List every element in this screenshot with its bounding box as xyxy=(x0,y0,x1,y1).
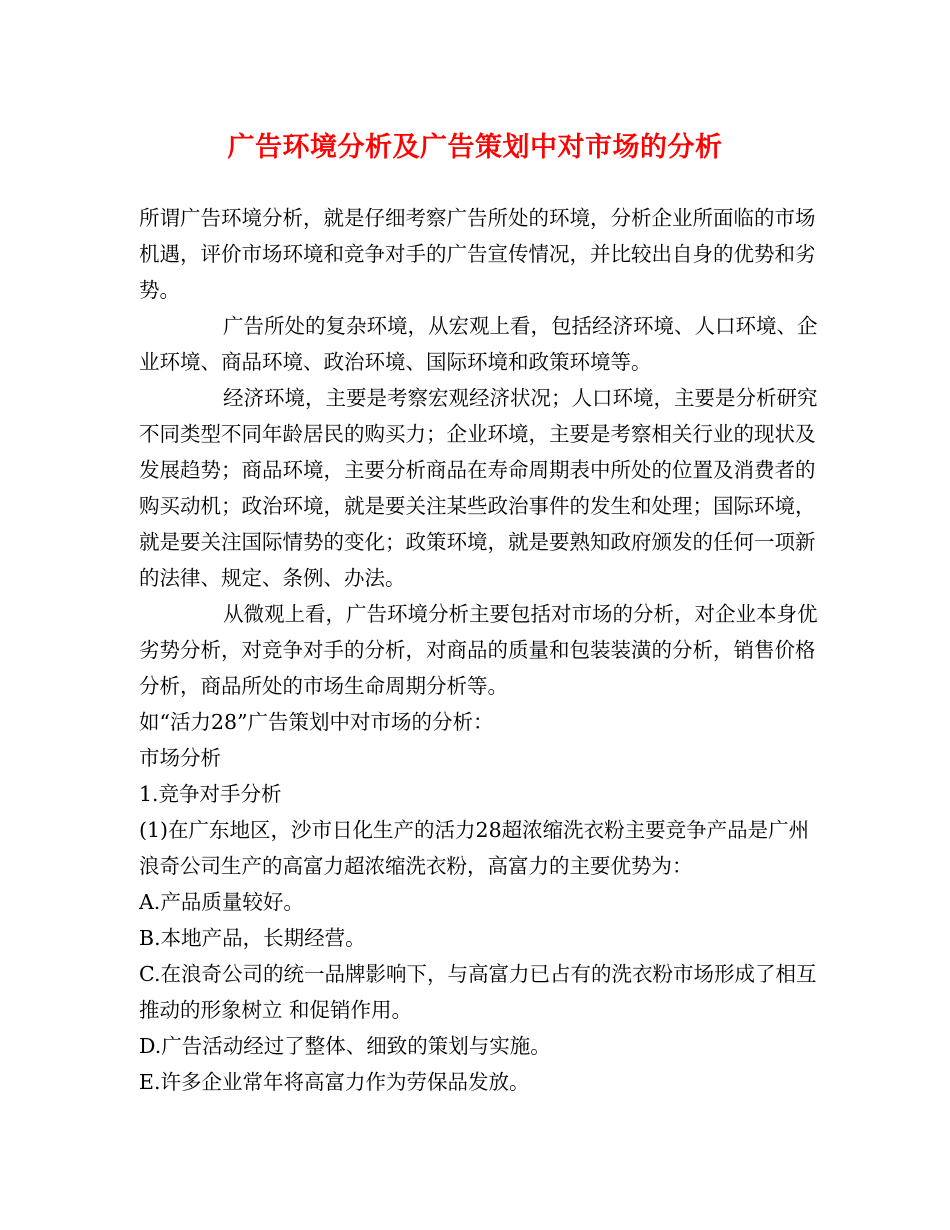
paragraph: 所谓广告环境分析，就是仔细考察广告所处的环境，分析企业所面临的市场机遇，评价市场环境和竞争对手的广告宣传情况，并比较出自身的优势和劣势。 xyxy=(139,206,816,302)
subsection-heading: 1.竞争对手分析 xyxy=(139,782,282,806)
list-item: E.许多企业常年将高富力作为劳保品发放。 xyxy=(139,1070,530,1094)
list-item: B.本地产品，长期经营。 xyxy=(139,926,366,950)
paragraph: 从微观上看，广告环境分析主要包括对市场的分析，对企业本身优劣势分析，对竞争对手的分析，对商品的质量和包装装潢的分析，销售价格分析，商品所处的市场生命周期分析等。 xyxy=(139,602,818,698)
list-item: C.在浪奇公司的统一品牌影响下，与高富力已占有的洗衣粉市场形成了相互推动的形象树立 和促销作用。 xyxy=(139,962,817,1022)
page-title: 广告环境分析及广告策划中对市场的分析 xyxy=(227,132,723,163)
document-body xyxy=(139,200,819,1100)
section-heading: 市场分析 xyxy=(139,746,221,770)
paragraph: 如“活力28”广告策划中对市场的分析： xyxy=(139,710,494,734)
list-item: A.产品质量较好。 xyxy=(139,890,304,914)
paragraph: 经济环境，主要是考察宏观经济状况；人口环境，主要是分析研究不同类型不同年龄居民的购买力；企业环境，主要是考察相关行业的现状及发展趋势；商品环境，主要分析商品在寿命周期表中所处的位置及消费者的购买动机；政治环境，就是要关注某些政治事件的发生和处理；国际环境，就是要关注国际情势的变化；政策环境，就是要熟知政府颁发的任何一项新的法律、规定、条例、办法。 xyxy=(139,386,818,590)
paragraph: 广告所处的复杂环境，从宏观上看，包括经济环境、人口环境、企业环境、商品环境、政治环境、国际环境和政策环境等。 xyxy=(139,314,818,374)
paragraph: (1)在广东地区，沙市日化生产的活力28超浓缩洗衣粉主要竞争产品是广州浪奇公司生产的高富力超浓缩洗衣粉，高富力的主要优势为： xyxy=(139,818,810,878)
list-item: D.广告活动经过了整体、细致的策划与实施。 xyxy=(139,1034,551,1058)
